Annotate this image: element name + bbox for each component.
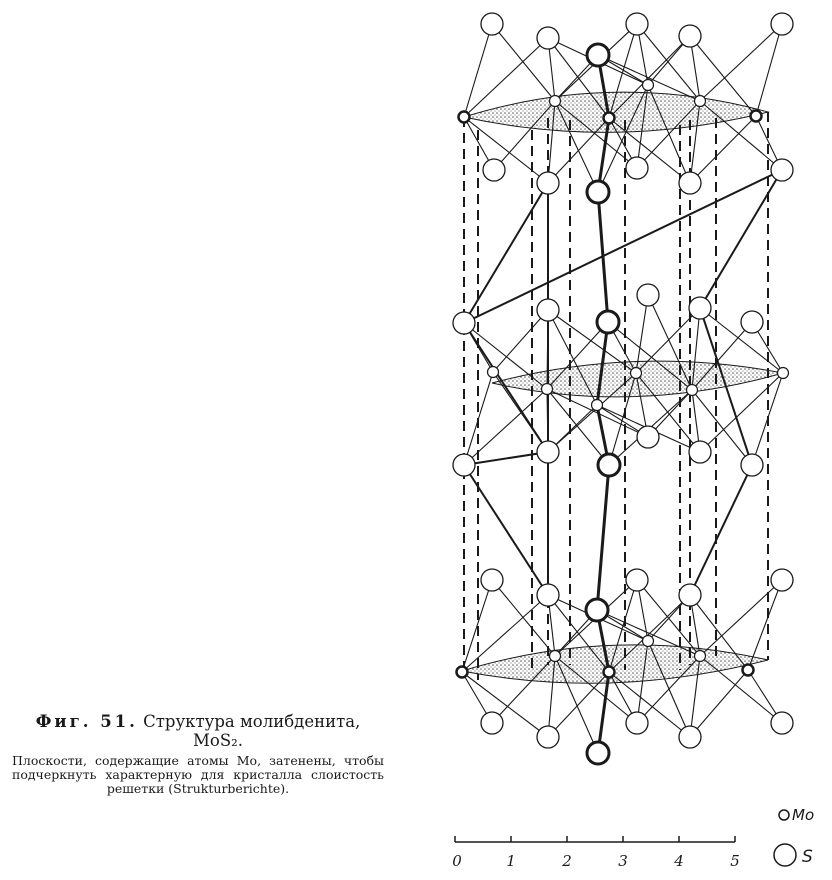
s-legend-icon: [774, 844, 796, 866]
mo-atom: [643, 80, 654, 91]
s-atom: [537, 726, 559, 748]
bond: [462, 672, 548, 737]
s-atom: [587, 181, 609, 203]
bond: [464, 465, 548, 595]
s-atom: [637, 426, 659, 448]
mo-atom: [687, 385, 698, 396]
figure-label: Фиг. 51.: [35, 712, 138, 731]
bond: [690, 465, 752, 595]
s-atom: [689, 441, 711, 463]
mo-legend-label: Mo: [792, 806, 815, 824]
s-atom: [626, 157, 648, 179]
mo-atom: [695, 96, 706, 107]
mo-atom: [643, 636, 654, 647]
s-atom: [679, 726, 701, 748]
mo-legend-icon: [779, 810, 789, 820]
s-atom: [537, 584, 559, 606]
s-atom: [679, 25, 701, 47]
s-atom: [637, 284, 659, 306]
mo-atom: [457, 667, 468, 678]
scale-bar: [455, 836, 735, 842]
s-atom: [453, 312, 475, 334]
mo-atom: [488, 367, 499, 378]
mo-atom: [592, 400, 603, 411]
mo-atom: [550, 651, 561, 662]
s-atom: [771, 159, 793, 181]
s-atom: [453, 454, 475, 476]
mo-atom: [743, 665, 754, 676]
s-atom: [597, 311, 619, 333]
s-atom: [481, 712, 503, 734]
s-atom: [586, 599, 608, 621]
scale-tick-label: 4: [674, 852, 684, 870]
s-atom: [537, 299, 559, 321]
bond: [493, 310, 548, 372]
mo-atom: [751, 111, 762, 122]
scale-tick-label: 0: [452, 852, 462, 870]
bond: [690, 116, 756, 183]
bond: [609, 672, 690, 737]
figure-formula: MoS₂.: [193, 731, 243, 750]
s-atom: [537, 441, 559, 463]
s-atom: [587, 742, 609, 764]
mo-atom: [604, 667, 615, 678]
s-atom: [626, 13, 648, 35]
s-atom: [598, 454, 620, 476]
s-atom: [537, 172, 559, 194]
s-legend-label: S: [802, 847, 813, 867]
s-atom: [626, 712, 648, 734]
figure-caption: [8, 712, 388, 796]
legend: [774, 806, 814, 867]
bond: [690, 670, 748, 737]
figure-description: Плоскости, содержащие атомы Mo, затенены, чтобы подчеркнуть характерную для кристалла слоистость решетки (Strukturberichte).: [12, 753, 384, 796]
s-atom: [741, 311, 763, 333]
bond: [548, 310, 636, 373]
mo-atom: [550, 96, 561, 107]
mo-atom: [459, 112, 470, 123]
s-atom: [771, 712, 793, 734]
s-atom: [626, 569, 648, 591]
s-atom: [689, 297, 711, 319]
scale-tick-label: 2: [562, 852, 572, 870]
bond: [700, 580, 782, 656]
mo-atom: [631, 368, 642, 379]
figure-title: Структура молибденита,: [143, 712, 361, 731]
s-atom: [771, 13, 793, 35]
s-atom: [587, 44, 609, 66]
s-atom: [537, 27, 559, 49]
s-atom: [481, 13, 503, 35]
mo-atom: [542, 384, 553, 395]
scale-tick-label: 3: [618, 852, 628, 870]
s-atom: [679, 172, 701, 194]
s-atom: [483, 159, 505, 181]
bond: [464, 170, 782, 323]
bond: [756, 24, 782, 116]
mo-atom: [778, 368, 789, 379]
s-atom: [771, 569, 793, 591]
s-atom: [741, 454, 763, 476]
scale-tick-label: 5: [730, 852, 740, 870]
mo-atom: [695, 651, 706, 662]
s-atom: [679, 584, 701, 606]
mo-plane-top: [464, 92, 768, 132]
bond: [464, 24, 492, 117]
scale-tick-label: 1: [506, 852, 516, 870]
bond: [748, 580, 782, 670]
bond: [597, 465, 609, 610]
s-atom: [481, 569, 503, 591]
mo-atom: [604, 113, 615, 124]
